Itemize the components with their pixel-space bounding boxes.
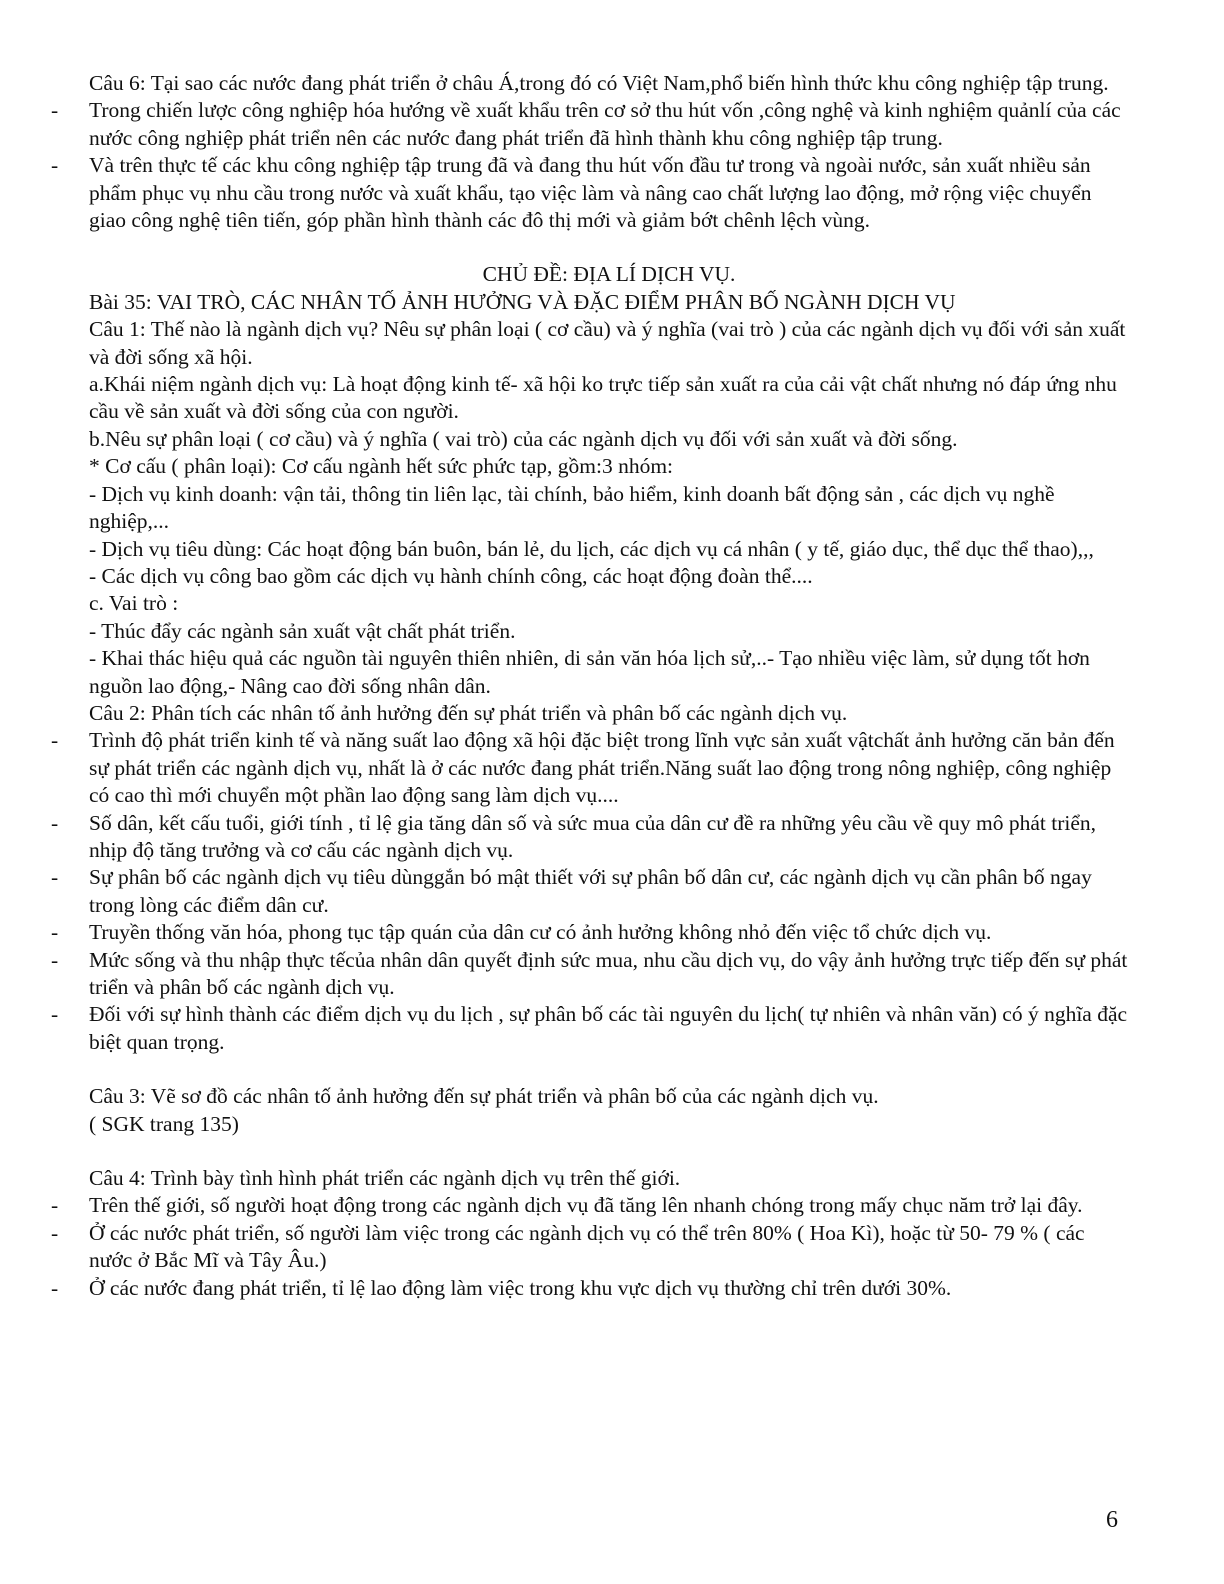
- bullet-dash: -: [51, 153, 59, 178]
- q1-line: - Dịch vụ tiêu dùng: Các hoạt động bán buôn, bán lẻ, du lịch, các dịch vụ cá nhân ( y tế, giáo dục, thể dục thể thao),,,: [89, 536, 1094, 561]
- bullet-dash: -: [51, 1002, 59, 1027]
- q1-line: b.Nêu sự phân loại ( cơ cầu) và ý nghĩa ( vai trò) của các ngành dịch vụ đối với sản xuất và đời sống.: [89, 426, 958, 451]
- lesson-title: Bài 35: VAI TRÒ, CÁC NHÂN TỐ ẢNH HƯỞNG VÀ ĐẶC ĐIỂM PHÂN BỐ NGÀNH DỊCH VỤ: [89, 289, 956, 314]
- q4-title: Câu 4: Trình bày tình hình phát triển các ngành dịch vụ trên thế giới.: [89, 1166, 681, 1191]
- bullet-dash: -: [51, 947, 59, 972]
- list-item: - Đối với sự hình thành các điểm dịch vụ du lịch , sự phân bố các tài nguyên du lịch( tự nhiên và nhân văn) có ý nghĩa đặc biệt quan trọng.: [51, 1002, 1128, 1054]
- q1-line: c. Vai trò :: [89, 591, 179, 616]
- topic-heading: CHỦ ĐỀ: ĐỊA LÍ DỊCH VỤ.: [482, 262, 736, 287]
- list-item: - Trình độ phát triển kinh tế và năng suất lao động xã hội đặc biệt trong lĩnh vực sản xuất vậtchất ảnh hưởng căn bản đến sự phát triển các ngành dịch vụ, nhất là ở các nước đang phát triển.Năng suất lao động trong nông nghiệp, công nghiệp có cao thì mới chuyển một phần lao động sang làm dịch vụ....: [51, 728, 1115, 808]
- bullet-dash: -: [51, 1220, 59, 1245]
- q1-line: - Thúc đẩy các ngành sản xuất vật chất phát triển.: [89, 618, 516, 643]
- document-body: [51, 70, 1129, 1302]
- list-item: - Ở các nước phát triển, số người làm việc trong các ngành dịch vụ có thể trên 80% ( Hoa Kì), hoặc từ 50- 79 % ( các nước ở Bắc Mĩ và Tây Âu.): [51, 1220, 1085, 1273]
- list-item: - Trên thế giới, số người hoạt động trong các ngành dịch vụ đã tăng lên nhanh chóng trong mấy chục năm trở lại đây.: [89, 1192, 1129, 1219]
- list-item: - Sự phân bố các ngành dịch vụ tiêu dùnggắn bó mật thiết với sự phân bố dân cư, các ngành dịch vụ cần phân bố ngay trong lòng các điểm dân cư.: [51, 865, 1092, 917]
- bullet-dash: -: [51, 920, 59, 945]
- spacer: [89, 234, 1129, 261]
- list-item: - Và trên thực tế các khu công nghiệp tập trung đã và đang thu hút vốn đầu tư trong và ngoài nước, sản xuất nhiều sản phẩm phục vụ nhu cầu trong nước và xuất khẩu, tạo việc làm và nâng cao chất lượng lao động, mở rộng việc chuyển giao công nghệ tiên tiến, góp phần hình thành các đô thị mới và giảm bớt chênh lệch vùng.: [51, 153, 1092, 233]
- bullet-dash: -: [51, 1275, 59, 1300]
- q3-title: Câu 3: Vẽ sơ đồ các nhân tố ảnh hưởng đến sự phát triển và phân bố của các ngành dịch vụ.: [89, 1084, 879, 1109]
- q3-reference: ( SGK trang 135): [89, 1111, 239, 1136]
- q1-line: - Các dịch vụ công bao gồm các dịch vụ hành chính công, các hoạt động đoàn thể....: [89, 563, 813, 588]
- list-item: - Ở các nước đang phát triển, tỉ lệ lao động làm việc trong khu vực dịch vụ thường chỉ trên dưới 30%.: [89, 1275, 1129, 1302]
- q1-line: - Khai thác hiệu quả các nguồn tài nguyên thiên nhiên, di sản văn hóa lịch sử,..- Tạo nhiều việc làm, sử dụng tốt hơn nguồn lao động,- Nâng cao đời sống nhân dân.: [89, 646, 1090, 698]
- q2-title: Câu 2: Phân tích các nhân tố ảnh hưởng đến sự phát triển và phân bố các ngành dịch vụ.: [89, 700, 848, 725]
- list-item: - Truyền thống văn hóa, phong tục tập quán của dân cư có ảnh hưởng không nhỏ đến việc tổ chức dịch vụ.: [89, 919, 1129, 946]
- spacer: [89, 1056, 1129, 1083]
- list-item: - Số dân, kết cấu tuổi, giới tính , tỉ lệ gia tăng dân số và sức mua của dân cư đề ra những yêu cầu về quy mô phát triển, nhịp độ tăng trưởng và cơ cấu các ngành dịch vụ.: [51, 810, 1096, 862]
- spacer: [89, 1138, 1129, 1165]
- bullet-dash: -: [51, 1193, 59, 1218]
- page-number: 6: [1106, 1507, 1118, 1533]
- bullet-dash: -: [51, 865, 59, 890]
- q1-title: Câu 1: Thế nào là ngành dịch vụ? Nêu sự phân loại ( cơ cầu) và ý nghĩa (vai trò ) của các ngành dịch vụ đối với sản xuất và đời sống xã hội.: [89, 317, 1126, 369]
- bullet-dash: -: [51, 98, 59, 123]
- bullet-dash: -: [51, 728, 59, 753]
- list-item: - Trong chiến lược công nghiệp hóa hướng về xuất khẩu trên cơ sở thu hút vốn ,công nghệ và kinh nghiệm quảnlí của các nước công nghiệp phát triển nên các nước đang phát triển đã hình thành khu công nghiệp tập trung.: [51, 98, 1121, 150]
- q1-line: * Cơ cấu ( phân loại): Cơ cấu ngành hết sức phức tạp, gồm:3 nhóm:: [89, 454, 674, 479]
- q1-line: - Dịch vụ kinh doanh: vận tải, thông tin liên lạc, tài chính, bảo hiểm, kinh doanh bất động sản , các dịch vụ nghề nghiệp,...: [89, 481, 1055, 534]
- list-item: - Mức sống và thu nhập thực tếcủa nhân dân quyết định sức mua, nhu cầu dịch vụ, do vậy ảnh hưởng trực tiếp đến sự phát triển và phân bố các ngành dịch vụ.: [51, 947, 1128, 999]
- bullet-dash: -: [51, 810, 59, 835]
- q1-line: a.Khái niệm ngành dịch vụ: Là hoạt động kinh tế- xã hội ko trực tiếp sản xuất ra của cải vật chất nhưng nó đáp ứng nhu cầu về sản xuất và đời sống của con người.: [89, 372, 1117, 424]
- q6-title: Câu 6: Tại sao các nước đang phát triển ở châu Á,trong đó có Việt Nam,phổ biến hình thức khu công nghiệp tập trung.: [89, 71, 1109, 95]
